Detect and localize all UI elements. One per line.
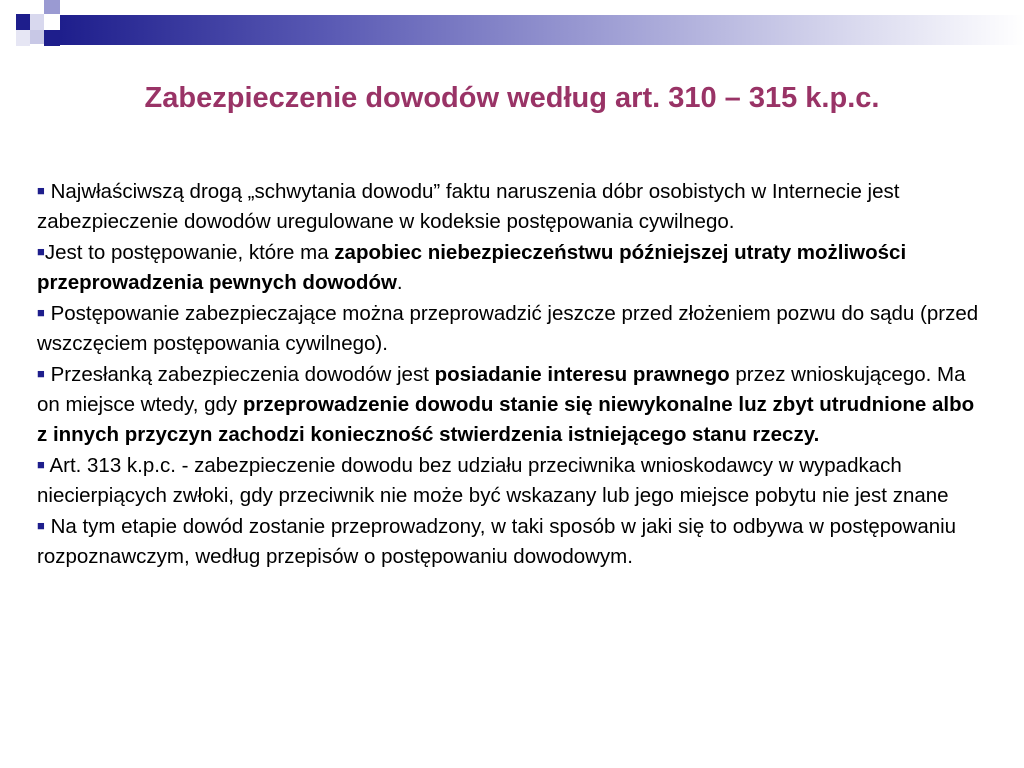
body-text: . — [396, 271, 403, 294]
body-text: Jest to postępowanie, które ma — [44, 241, 335, 264]
square-bullet-icon: ■ — [37, 183, 45, 198]
square-bullet-icon: ■ — [37, 305, 45, 320]
decor-square — [30, 30, 44, 44]
bold-text: posiadanie interesu prawnego — [434, 363, 730, 386]
body-text: Na tym etapie dowód zostanie przeprowadzony, w taki sposób w jaki się to odbywa w postępowaniu rozpoznawczym, według przepisów o postępowaniu dowodowym. — [37, 515, 957, 568]
bullet-paragraph — [37, 237, 982, 298]
square-bullet-icon: ■ — [37, 244, 45, 259]
bullet-paragraph — [37, 359, 982, 450]
header-gradient-bar — [60, 15, 1024, 45]
body-text: Art. 313 k.p.c. - zabezpieczenie dowodu bez udziału przeciwnika wnioskodawcy w wypadkach niecierpiących zwłoki, gdy przeciwnik nie może być wskazany lub jego miejsce pobytu nie jest znane — [37, 454, 949, 507]
bullet-paragraph — [37, 511, 982, 572]
slide-title: Zabezpieczenie dowodów według art. 310 – 315 k.p.c. — [144, 82, 880, 114]
bullet-paragraph — [37, 450, 982, 511]
decor-square — [44, 0, 60, 14]
decor-square — [44, 30, 60, 46]
bold-text: zapobiec niebezpieczeństwu późniejszej utraty możliwości przeprowadzenia pewnych dowodów — [37, 241, 907, 294]
bullet-paragraph — [37, 298, 982, 359]
square-bullet-icon: ■ — [37, 366, 45, 381]
bullet-paragraph — [37, 176, 982, 237]
decor-square — [0, 0, 14, 14]
slide-body — [37, 176, 982, 572]
body-text: Najwłaściwszą drogą „schwytania dowodu” faktu naruszenia dóbr osobistych w Internecie jest zabezpieczenie dowodów uregulowane w kodeksie postępowania cywilnego. — [37, 180, 900, 233]
body-text: przez wnioskującego. Ma on miejsce wtedy, gdy — [37, 363, 966, 416]
body-text: Postępowanie zabezpieczające można przeprowadzić jeszcze przed złożeniem pozwu do sądu (przed wszczęciem postępowania cywilnego). — [37, 302, 979, 355]
body-text: Przesłanką zabezpieczenia dowodów jest — [50, 363, 435, 386]
decor-square — [16, 14, 30, 30]
decor-square — [16, 30, 30, 46]
square-bullet-icon: ■ — [37, 457, 45, 472]
square-bullet-icon: ■ — [37, 518, 45, 533]
decor-square — [30, 14, 44, 30]
bold-text: przeprowadzenie dowodu stanie się niewykonalne luz zbyt utrudnione albo z innych przyczyn zachodzi konieczność stwierdzenia istniejącego stanu rzeczy. — [37, 393, 975, 446]
decor-square — [44, 14, 60, 30]
